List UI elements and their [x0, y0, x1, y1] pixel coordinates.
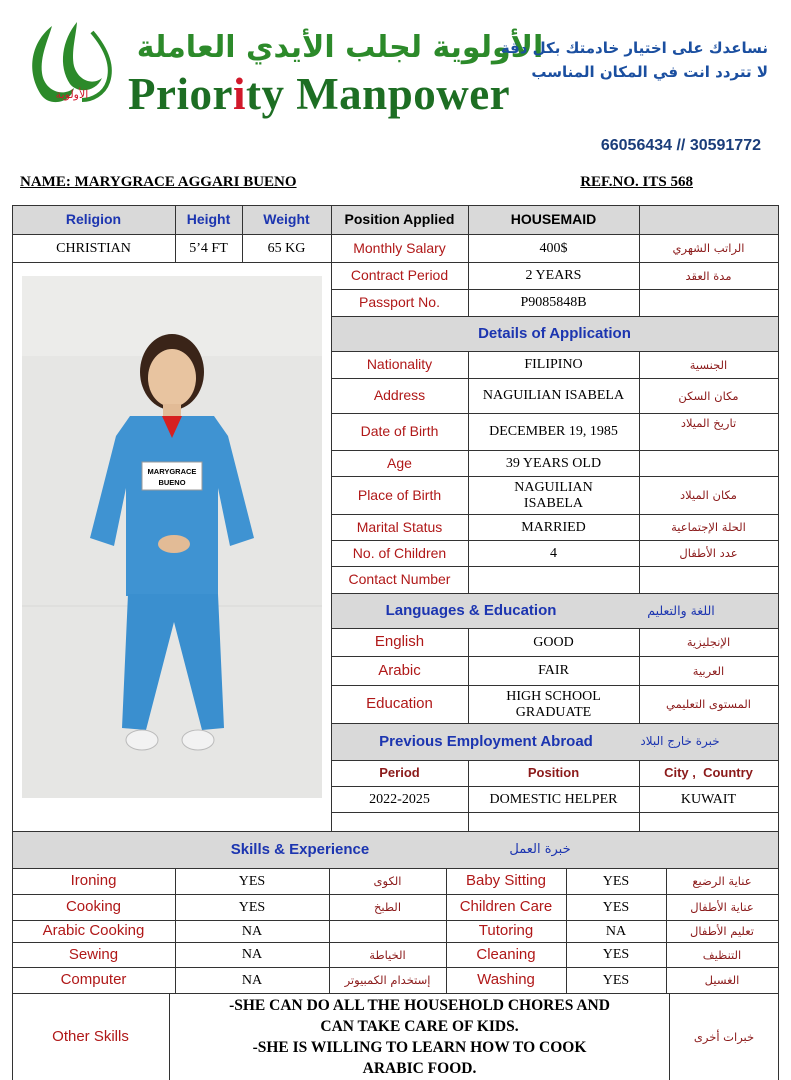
passport-label: Passport No.	[359, 294, 440, 311]
candidate-photo-illustration	[22, 276, 322, 798]
weight-value: 65 KG	[267, 240, 306, 256]
skill-computer-value: NA	[241, 972, 263, 988]
height-header: Height	[186, 211, 231, 228]
contract-period-label: Contract Period	[350, 267, 449, 284]
skill-baby-sitting-value: YES	[602, 873, 630, 889]
education-value: HIGH SCHOOL GRADUATE	[506, 688, 601, 720]
skill-tutoring-value: NA	[605, 923, 627, 939]
skill-tutoring-label: Tutoring	[478, 922, 534, 940]
logo-arabic-text: الأولوية	[55, 88, 89, 101]
company-name-part-1: Prior	[128, 69, 233, 119]
period-header: Period	[379, 765, 420, 781]
skill-washing-value: YES	[602, 972, 630, 988]
skill-children-care-arabic: عناية الأطفال	[690, 900, 754, 915]
skill-cleaning-value: YES	[602, 947, 630, 963]
nationality-value: FILIPINO	[524, 357, 583, 373]
religion-header: Religion	[65, 211, 122, 228]
employment-position-value: DOMESTIC HELPER	[489, 791, 618, 807]
name-tag-line-1: MARYGRACE	[147, 467, 197, 476]
marital-status-label: Marital Status	[356, 518, 443, 535]
phone-numbers: 66056434 // 30591772	[600, 137, 761, 154]
other-skills-text	[170, 994, 669, 1080]
candidate-name: NAME: MARYGRACE AGGARI BUENO	[20, 174, 297, 190]
skill-ironing-arabic: الكوى	[373, 874, 402, 889]
skill-computer-arabic: إستخدام الكمبيوتر	[344, 973, 431, 988]
contact-number-value	[468, 567, 639, 593]
education-label: Education	[366, 695, 433, 713]
nationality-label: Nationality	[366, 356, 433, 373]
employment-section-title-arabic: خبرة خارج البلاد	[640, 734, 720, 749]
company-name-arabic: الأولوية لجلب الأيدي العاملة	[136, 30, 544, 65]
skill-sewing-value: NA	[241, 947, 263, 963]
skill-washing-arabic: الغسيل	[704, 973, 740, 988]
place-of-birth-value: NAGUILIAN ISABELA	[514, 479, 593, 511]
company-tagline	[500, 36, 768, 84]
contract-period-arabic: مدة العقد	[685, 268, 732, 283]
education-arabic: المستوى التعليمي	[666, 697, 751, 712]
date-of-birth-arabic: تاريخ الميلاد	[680, 415, 737, 430]
skill-cleaning-label: Cleaning	[476, 945, 536, 963]
religion-value: CHRISTIAN	[56, 240, 131, 256]
grid-line	[778, 205, 779, 1080]
arabic-language-value: FAIR	[538, 663, 569, 679]
other-skills-line-1: -SHE CAN DO ALL THE HOUSEHOLD CHORES AND	[229, 997, 610, 1014]
other-skills-label: Other Skills	[52, 1027, 129, 1045]
address-label: Address	[373, 387, 426, 404]
contact-number-label: Contact Number	[348, 571, 451, 588]
children-value: 4	[550, 545, 557, 561]
date-of-birth-value: DECEMBER 19, 1985	[489, 424, 618, 440]
reference-number: REF.NO. ITS 568	[580, 174, 693, 190]
company-name-red-i: i	[232, 69, 246, 119]
name-tag-line-2: BUENO	[158, 478, 186, 487]
skills-section-title-arabic: خبرة العمل	[509, 841, 571, 857]
english-label: English	[374, 633, 425, 651]
skill-arabic-cooking-value: NA	[241, 923, 263, 939]
skill-ironing-label: Ironing	[70, 872, 117, 890]
grid-line	[331, 812, 778, 813]
skill-washing-label: Washing	[477, 971, 535, 989]
other-skills-line-2: CAN TAKE CARE OF KIDS.	[320, 1018, 519, 1035]
skill-cleaning-arabic: التنظيف	[702, 947, 742, 962]
skill-baby-sitting-label: Baby Sitting	[465, 872, 547, 890]
height-value: 5’4 FT	[189, 240, 228, 256]
address-value: NAGUILIAN ISABELA	[482, 388, 625, 404]
other-skills-line-4: ARABIC FOOD.	[362, 1060, 477, 1077]
other-skills-line-3: -SHE IS WILLING TO LEARN HOW TO COOK	[252, 1039, 587, 1056]
age-value: 39 YEARS OLD	[505, 455, 602, 471]
passport-value: P9085848B	[520, 295, 587, 311]
date-of-birth-label: Date of Birth	[360, 423, 439, 440]
skill-sewing-label: Sewing	[68, 945, 119, 963]
age-label: Age	[387, 454, 412, 471]
arabic-language-label: Arabic	[378, 661, 421, 679]
skill-cooking-value: YES	[238, 899, 266, 915]
nationality-arabic: الجنسية	[689, 357, 728, 372]
skill-cooking-arabic: الطبخ	[373, 900, 402, 915]
children-arabic: عدد الأطفال	[679, 546, 738, 561]
skills-section-title: Skills & Experience	[230, 840, 370, 858]
candidate-photo	[22, 276, 322, 798]
skill-children-care-label: Children Care	[459, 898, 553, 916]
other-skills-arabic: خبرات أخرى	[693, 1029, 755, 1044]
skill-ironing-value: YES	[238, 873, 266, 889]
skill-cooking-label: Cooking	[65, 898, 122, 916]
skill-arabic-cooking-label: Arabic Cooking	[42, 922, 145, 940]
skill-children-care-value: YES	[602, 899, 630, 915]
arabic-language-arabic: العربية	[692, 663, 725, 678]
grid-line	[12, 262, 331, 263]
employment-country-value: KUWAIT	[680, 791, 737, 807]
place-of-birth-label: Place of Birth	[357, 486, 442, 503]
languages-section-title: Languages & Education	[385, 601, 557, 619]
company-name-english	[128, 68, 510, 120]
skill-baby-sitting-arabic: عناية الرضيع	[692, 874, 752, 889]
languages-section-title-arabic: اللغة والتعليم	[647, 603, 715, 618]
contract-period-value: 2 YEARS	[525, 268, 582, 284]
english-arabic: الإنجليزية	[686, 635, 731, 650]
tagline-line-2: لا تتردد انت في المكان المناسب	[531, 63, 768, 81]
employment-period-value: 2022-2025	[369, 791, 430, 807]
english-value: GOOD	[533, 634, 574, 650]
company-logo-emblem	[22, 18, 122, 108]
skill-sewing-arabic: الخياطة	[369, 947, 406, 962]
employment-section-title: Previous Employment Abroad	[379, 732, 593, 750]
marital-status-value: MARRIED	[521, 519, 586, 535]
tagline-line-1: نساعدك على اختيار خادمتك بكل دقة	[500, 39, 768, 57]
skill-computer-label: Computer	[60, 971, 127, 989]
marital-status-arabic: الحلة الإجتماعية	[671, 520, 746, 535]
children-label: No. of Children	[352, 544, 447, 561]
place-of-birth-arabic: مكان الميلاد	[680, 488, 737, 503]
skill-tutoring-arabic: تعليم الأطفال	[690, 924, 754, 939]
position-header: Position Applied	[344, 211, 455, 228]
city-country-header: City , Country	[664, 765, 753, 781]
monthly-salary-arabic: الراتب الشهري	[672, 241, 745, 256]
weight-header: Weight	[263, 211, 310, 228]
monthly-salary-label: Monthly Salary	[353, 239, 446, 256]
monthly-salary-value: 400$	[539, 240, 568, 256]
address-arabic: مكان السكن	[678, 388, 739, 403]
company-name-part-2: ty Manpower	[245, 69, 511, 119]
position-value: HOUSEMAID	[510, 211, 597, 228]
details-section-title: Details of Application	[478, 324, 631, 342]
employer-position-header: Position	[527, 765, 580, 781]
